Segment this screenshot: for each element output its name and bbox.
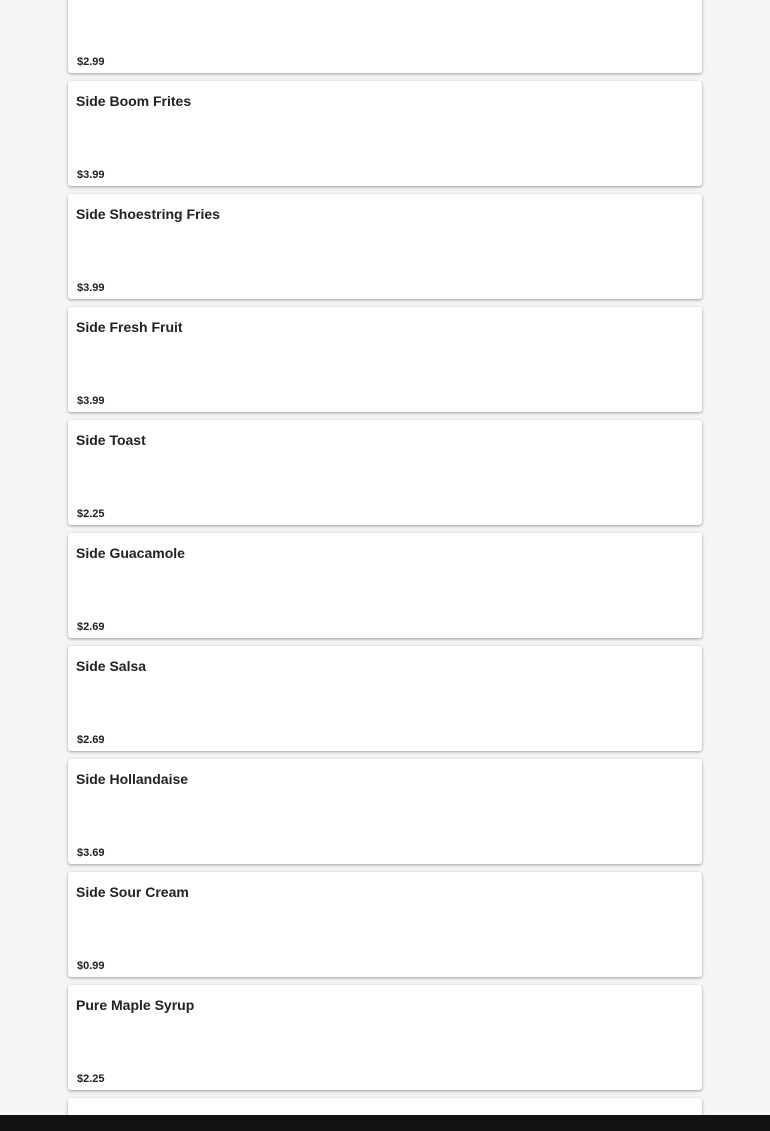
menu-item-price: $2.99 (77, 56, 105, 68)
menu-item-price: $2.69 (77, 621, 105, 633)
menu-item-card[interactable] (68, 872, 702, 977)
menu-item-card[interactable] (68, 985, 702, 1090)
menu-item-price: $3.99 (77, 282, 105, 294)
menu-item-name: Side Boom Frites (76, 93, 192, 109)
menu-item-card[interactable] (68, 81, 702, 186)
menu-item-name: Side Sour Cream (76, 884, 189, 900)
menu-item-name: Side Fresh Fruit (76, 319, 183, 335)
menu-item-card[interactable] (68, 759, 702, 864)
menu-item-name: Pure Maple Syrup (76, 997, 195, 1013)
menu-item-list (68, 0, 702, 1131)
menu-item-price: $0.99 (77, 960, 105, 972)
menu-item-card[interactable] (68, 420, 702, 525)
menu-item-price: $2.25 (77, 1073, 105, 1085)
menu-item-name: Side Guacamole (76, 545, 185, 561)
menu-item-price: $3.99 (77, 395, 105, 407)
menu-item-card[interactable] (68, 533, 702, 638)
menu-item-card[interactable] (68, 0, 702, 73)
menu-item-price: $3.99 (77, 169, 105, 181)
menu-item-name: Side Shoestring Fries (76, 206, 220, 222)
menu-item-card[interactable] (68, 194, 702, 299)
menu-item-name: Side Toast (76, 432, 146, 448)
menu-item-card[interactable] (68, 646, 702, 751)
menu-item-price: $3.69 (77, 847, 105, 859)
menu-item-price: $2.69 (77, 734, 105, 746)
bottom-bar (0, 1115, 770, 1131)
menu-item-price: $2.25 (77, 508, 105, 520)
menu-item-card[interactable] (68, 307, 702, 412)
menu-item-name: Side Salsa (76, 658, 147, 674)
menu-item-name: Side Hollandaise (76, 771, 189, 787)
